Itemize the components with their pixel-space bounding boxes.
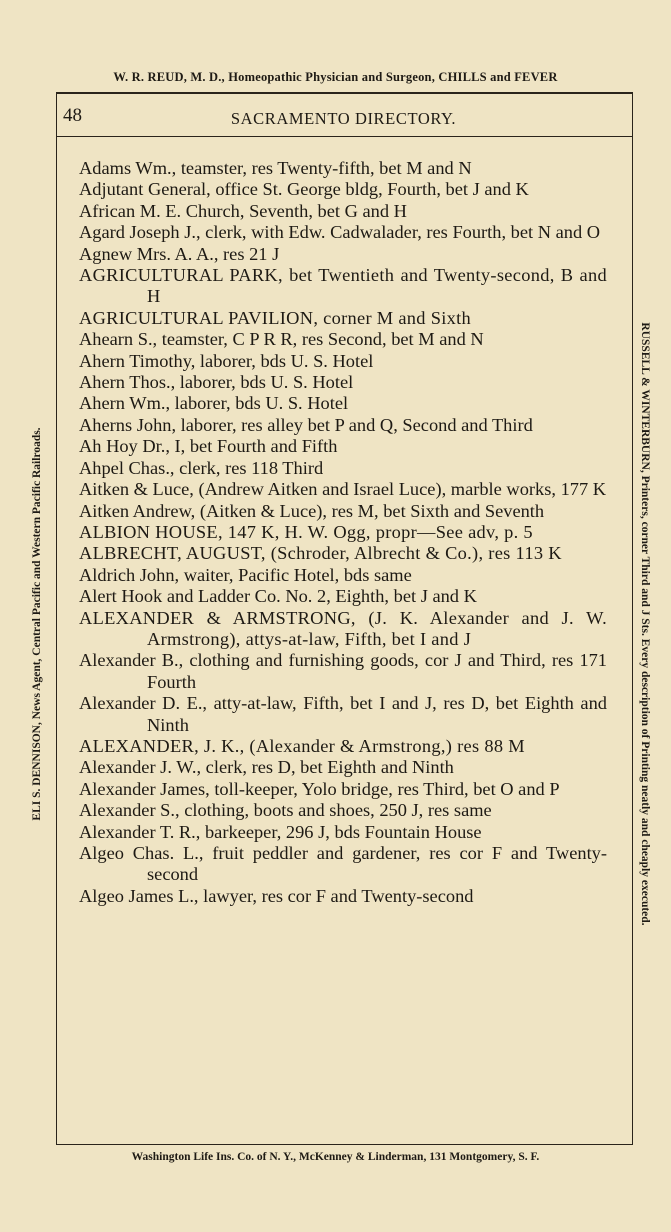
directory-entry: Aherns John, laborer, res alley bet P and Q, Second and Third — [79, 414, 533, 435]
directory-entry: Alexander J. W., clerk, res D, bet Eighth and Ninth — [79, 757, 454, 778]
directory-entry: ALBION HOUSE, 147 K, H. W. Ogg, propr—See adv, p. 5 — [79, 521, 533, 542]
directory-entry: Aitken & Luce, (Andrew Aitken and Israel Luce), marble works, 177 K — [79, 479, 607, 500]
page-number: 48 — [63, 105, 82, 126]
left-margin-advertisement: ELI S. DENNISON, News Agent, Central Pacific and Western Pacific Railroads. — [31, 427, 43, 821]
directory-entry: Algeo James L., lawyer, res cor F and Twenty-second — [79, 885, 474, 906]
directory-entry: AGRICULTURAL PARK, bet Twentieth and Twenty-second, B and H — [79, 265, 607, 307]
directory-entries — [79, 158, 607, 907]
directory-entry: Aitken Andrew, (Aitken & Luce), res M, bet Sixth and Seventh — [79, 500, 545, 521]
header-divider — [56, 136, 633, 137]
top-advertisement: W. R. REUD, M. D., Homeopathic Physician and Surgeon, CHILLS and FEVER — [113, 70, 558, 84]
directory-entry: Agnew Mrs. A. A., res 21 J — [79, 243, 280, 264]
directory-entry: ALEXANDER & ARMSTRONG, (J. K. Alexander and J. W. Armstrong), attys-at-law, Fifth, bet I and J — [79, 607, 607, 649]
directory-entry: ALBRECHT, AUGUST, (Schroder, Albrecht & Co.), res 113 K — [79, 543, 562, 564]
directory-entry: Aldrich John, waiter, Pacific Hotel, bds same — [79, 564, 412, 585]
directory-entry: Ahpel Chas., clerk, res 118 Third — [79, 457, 324, 478]
directory-entry: Ahern Timothy, laborer, bds U. S. Hotel — [79, 350, 374, 371]
directory-entry: Adams Wm., teamster, res Twenty-fifth, bet M and N — [79, 158, 472, 178]
directory-entry: Alexander T. R., barkeeper, 296 J, bds Fountain House — [79, 821, 482, 842]
directory-entry: Alert Hook and Ladder Co. No. 2, Eighth, bet J and K — [79, 586, 477, 607]
directory-entry: Alexander James, toll-keeper, Yolo bridge, res Third, bet O and P — [79, 778, 560, 799]
directory-entry: Adjutant General, office St. George bldg, Fourth, bet J and K — [79, 179, 529, 200]
directory-entry: Ahern Thos., laborer, bds U. S. Hotel — [79, 372, 354, 393]
directory-entry: Alexander B., clothing and furnishing goods, cor J and Third, res 171 Fourth — [79, 650, 607, 692]
directory-entry: Alexander D. E., atty-at-law, Fifth, bet I and J, res D, bet Eighth and Ninth — [79, 693, 607, 735]
directory-entry: Agard Joseph J., clerk, with Edw. Cadwalader, res Fourth, bet N and O — [79, 222, 601, 243]
directory-entry: Ahearn S., teamster, C P R R, res Second, bet M and N — [79, 329, 484, 350]
bottom-advertisement: Washington Life Ins. Co. of N. Y., McKenney & Linderman, 131 Montgomery, S. F. — [131, 1151, 540, 1163]
directory-entry: Alexander S., clothing, boots and shoes, 250 J, res same — [79, 800, 492, 821]
directory-entry: Ahern Wm., laborer, bds U. S. Hotel — [79, 393, 349, 414]
directory-entry: African M. E. Church, Seventh, bet G and H — [79, 200, 407, 221]
directory-entry: AGRICULTURAL PAVILION, corner M and Sixth — [79, 307, 472, 328]
directory-entry: Algeo Chas. L., fruit peddler and gardener, res cor F and Twenty-second — [79, 843, 607, 885]
directory-entry: Ah Hoy Dr., I, bet Fourth and Fifth — [79, 436, 338, 457]
right-margin-advertisement: RUSSELL & WINTERBURN, Printers, corner Third and J Sts. Every description of Printing neatly and cheaply executed. — [639, 322, 651, 926]
running-head: SACRAMENTO DIRECTORY. — [230, 109, 457, 128]
directory-entry: ALEXANDER, J. K., (Alexander & Armstrong,) res 88 M — [79, 735, 525, 756]
